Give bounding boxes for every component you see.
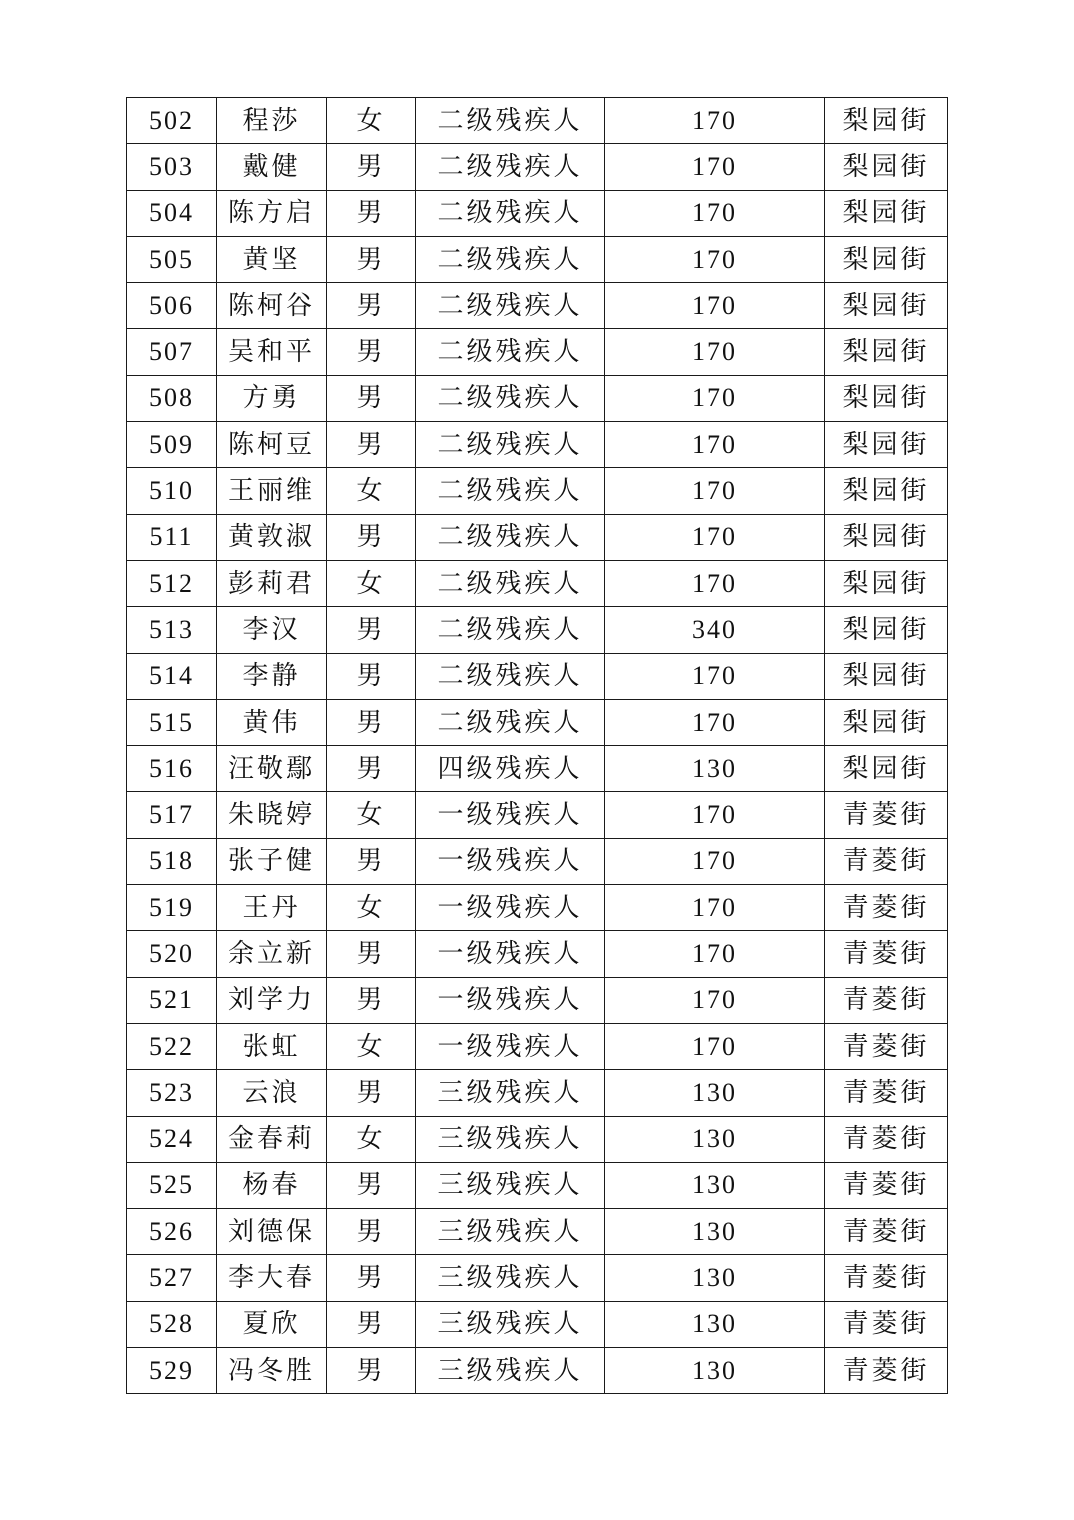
person-name: 云浪 bbox=[217, 1070, 327, 1116]
person-name: 黄伟 bbox=[217, 699, 327, 745]
row-number: 519 bbox=[127, 885, 217, 931]
gender: 男 bbox=[327, 1162, 416, 1208]
subsidy-amount: 170 bbox=[605, 838, 825, 884]
subsidy-amount: 170 bbox=[605, 283, 825, 329]
subsidy-amount: 170 bbox=[605, 422, 825, 468]
street: 青菱街 bbox=[825, 1301, 948, 1347]
street: 梨园街 bbox=[825, 422, 948, 468]
disability-level: 二级残疾人 bbox=[416, 236, 605, 282]
gender: 男 bbox=[327, 375, 416, 421]
street: 青菱街 bbox=[825, 1023, 948, 1069]
table-row bbox=[127, 514, 948, 560]
person-name: 王丽维 bbox=[217, 468, 327, 514]
gender: 女 bbox=[327, 885, 416, 931]
street: 梨园街 bbox=[825, 653, 948, 699]
person-name: 戴健 bbox=[217, 144, 327, 190]
person-name: 黄敦淑 bbox=[217, 514, 327, 560]
person-name: 刘德保 bbox=[217, 1209, 327, 1255]
person-name: 张子健 bbox=[217, 838, 327, 884]
subsidy-amount: 170 bbox=[605, 375, 825, 421]
subsidy-amount: 340 bbox=[605, 607, 825, 653]
subsidy-amount: 170 bbox=[605, 977, 825, 1023]
disability-level: 二级残疾人 bbox=[416, 560, 605, 606]
subsidy-amount: 170 bbox=[605, 699, 825, 745]
gender: 男 bbox=[327, 607, 416, 653]
disability-level: 二级残疾人 bbox=[416, 422, 605, 468]
person-name: 李静 bbox=[217, 653, 327, 699]
subsidy-amount: 130 bbox=[605, 1301, 825, 1347]
gender: 女 bbox=[327, 1023, 416, 1069]
disability-level: 一级残疾人 bbox=[416, 792, 605, 838]
subsidy-amount: 130 bbox=[605, 746, 825, 792]
disability-level: 二级残疾人 bbox=[416, 98, 605, 144]
row-number: 518 bbox=[127, 838, 217, 884]
subsidy-amount: 130 bbox=[605, 1348, 825, 1394]
row-number: 514 bbox=[127, 653, 217, 699]
table-row bbox=[127, 792, 948, 838]
person-name: 陈柯谷 bbox=[217, 283, 327, 329]
table-row bbox=[127, 236, 948, 282]
person-name: 余立新 bbox=[217, 931, 327, 977]
subsidy-amount: 170 bbox=[605, 1023, 825, 1069]
row-number: 517 bbox=[127, 792, 217, 838]
row-number: 507 bbox=[127, 329, 217, 375]
row-number: 522 bbox=[127, 1023, 217, 1069]
row-number: 528 bbox=[127, 1301, 217, 1347]
gender: 男 bbox=[327, 977, 416, 1023]
person-name: 方勇 bbox=[217, 375, 327, 421]
street: 梨园街 bbox=[825, 236, 948, 282]
person-name: 张虹 bbox=[217, 1023, 327, 1069]
row-number: 513 bbox=[127, 607, 217, 653]
gender: 男 bbox=[327, 422, 416, 468]
person-name: 刘学力 bbox=[217, 977, 327, 1023]
row-number: 505 bbox=[127, 236, 217, 282]
disability-level: 三级残疾人 bbox=[416, 1301, 605, 1347]
disability-level: 二级残疾人 bbox=[416, 375, 605, 421]
table-row bbox=[127, 144, 948, 190]
street: 梨园街 bbox=[825, 98, 948, 144]
street: 青菱街 bbox=[825, 1348, 948, 1394]
street: 青菱街 bbox=[825, 838, 948, 884]
gender: 女 bbox=[327, 468, 416, 514]
person-name: 杨春 bbox=[217, 1162, 327, 1208]
table-row bbox=[127, 375, 948, 421]
subsidy-amount: 170 bbox=[605, 792, 825, 838]
street: 梨园街 bbox=[825, 699, 948, 745]
gender: 男 bbox=[327, 838, 416, 884]
table-row bbox=[127, 1301, 948, 1347]
subsidy-amount: 170 bbox=[605, 653, 825, 699]
disability-level: 一级残疾人 bbox=[416, 977, 605, 1023]
disability-level: 二级残疾人 bbox=[416, 653, 605, 699]
table-row bbox=[127, 1209, 948, 1255]
subsidy-amount: 170 bbox=[605, 560, 825, 606]
roster-body bbox=[127, 98, 948, 1394]
person-name: 陈柯豆 bbox=[217, 422, 327, 468]
street: 青菱街 bbox=[825, 885, 948, 931]
disability-level: 三级残疾人 bbox=[416, 1070, 605, 1116]
table-row bbox=[127, 977, 948, 1023]
table-row bbox=[127, 329, 948, 375]
street: 青菱街 bbox=[825, 1070, 948, 1116]
disability-level: 二级残疾人 bbox=[416, 190, 605, 236]
street: 梨园街 bbox=[825, 375, 948, 421]
row-number: 520 bbox=[127, 931, 217, 977]
table-row bbox=[127, 1070, 948, 1116]
table-row bbox=[127, 1116, 948, 1162]
gender: 男 bbox=[327, 653, 416, 699]
person-name: 程莎 bbox=[217, 98, 327, 144]
person-name: 王丹 bbox=[217, 885, 327, 931]
row-number: 511 bbox=[127, 514, 217, 560]
subsidy-amount: 170 bbox=[605, 885, 825, 931]
subsidy-amount: 170 bbox=[605, 236, 825, 282]
table-row bbox=[127, 1162, 948, 1208]
gender: 男 bbox=[327, 283, 416, 329]
subsidy-amount: 170 bbox=[605, 931, 825, 977]
table-row bbox=[127, 607, 948, 653]
disability-level: 一级残疾人 bbox=[416, 931, 605, 977]
subsidy-amount: 130 bbox=[605, 1209, 825, 1255]
gender: 男 bbox=[327, 931, 416, 977]
person-name: 冯冬胜 bbox=[217, 1348, 327, 1394]
table-row bbox=[127, 653, 948, 699]
person-name: 李大春 bbox=[217, 1255, 327, 1301]
disability-level: 三级残疾人 bbox=[416, 1348, 605, 1394]
gender: 男 bbox=[327, 1348, 416, 1394]
subsidy-amount: 130 bbox=[605, 1255, 825, 1301]
person-name: 汪敬鄢 bbox=[217, 746, 327, 792]
disability-level: 三级残疾人 bbox=[416, 1162, 605, 1208]
table-row bbox=[127, 468, 948, 514]
disability-level: 四级残疾人 bbox=[416, 746, 605, 792]
street: 青菱街 bbox=[825, 1255, 948, 1301]
person-name: 夏欣 bbox=[217, 1301, 327, 1347]
person-name: 陈方启 bbox=[217, 190, 327, 236]
row-number: 521 bbox=[127, 977, 217, 1023]
row-number: 524 bbox=[127, 1116, 217, 1162]
person-name: 彭莉君 bbox=[217, 560, 327, 606]
subsidy-amount: 170 bbox=[605, 329, 825, 375]
table-row bbox=[127, 838, 948, 884]
table-row bbox=[127, 1348, 948, 1394]
gender: 男 bbox=[327, 1255, 416, 1301]
row-number: 506 bbox=[127, 283, 217, 329]
street: 青菱街 bbox=[825, 1162, 948, 1208]
subsidy-amount: 170 bbox=[605, 514, 825, 560]
table-row bbox=[127, 885, 948, 931]
street: 梨园街 bbox=[825, 144, 948, 190]
street: 青菱街 bbox=[825, 1209, 948, 1255]
row-number: 523 bbox=[127, 1070, 217, 1116]
subsidy-amount: 170 bbox=[605, 144, 825, 190]
gender: 女 bbox=[327, 792, 416, 838]
street: 梨园街 bbox=[825, 560, 948, 606]
gender: 女 bbox=[327, 560, 416, 606]
street: 青菱街 bbox=[825, 1116, 948, 1162]
subsidy-roster-table bbox=[126, 97, 948, 1394]
disability-level: 二级残疾人 bbox=[416, 283, 605, 329]
person-name: 金春莉 bbox=[217, 1116, 327, 1162]
table-row bbox=[127, 283, 948, 329]
row-number: 510 bbox=[127, 468, 217, 514]
street: 青菱街 bbox=[825, 792, 948, 838]
disability-level: 二级残疾人 bbox=[416, 699, 605, 745]
person-name: 黄坚 bbox=[217, 236, 327, 282]
row-number: 503 bbox=[127, 144, 217, 190]
table-row bbox=[127, 422, 948, 468]
gender: 男 bbox=[327, 236, 416, 282]
street: 梨园街 bbox=[825, 607, 948, 653]
disability-level: 二级残疾人 bbox=[416, 144, 605, 190]
row-number: 527 bbox=[127, 1255, 217, 1301]
table-row bbox=[127, 190, 948, 236]
disability-level: 三级残疾人 bbox=[416, 1116, 605, 1162]
row-number: 526 bbox=[127, 1209, 217, 1255]
table-row bbox=[127, 98, 948, 144]
row-number: 504 bbox=[127, 190, 217, 236]
table-row bbox=[127, 746, 948, 792]
disability-level: 二级残疾人 bbox=[416, 607, 605, 653]
street: 青菱街 bbox=[825, 931, 948, 977]
gender: 男 bbox=[327, 190, 416, 236]
row-number: 509 bbox=[127, 422, 217, 468]
subsidy-amount: 170 bbox=[605, 190, 825, 236]
street: 梨园街 bbox=[825, 514, 948, 560]
gender: 男 bbox=[327, 1301, 416, 1347]
disability-level: 一级残疾人 bbox=[416, 838, 605, 884]
row-number: 502 bbox=[127, 98, 217, 144]
row-number: 512 bbox=[127, 560, 217, 606]
gender: 男 bbox=[327, 1209, 416, 1255]
table-row bbox=[127, 1023, 948, 1069]
disability-level: 二级残疾人 bbox=[416, 468, 605, 514]
row-number: 508 bbox=[127, 375, 217, 421]
street: 梨园街 bbox=[825, 329, 948, 375]
street: 梨园街 bbox=[825, 746, 948, 792]
disability-level: 二级残疾人 bbox=[416, 329, 605, 375]
gender: 男 bbox=[327, 699, 416, 745]
subsidy-amount: 130 bbox=[605, 1162, 825, 1208]
table-row bbox=[127, 1255, 948, 1301]
row-number: 525 bbox=[127, 1162, 217, 1208]
street: 青菱街 bbox=[825, 977, 948, 1023]
gender: 女 bbox=[327, 1116, 416, 1162]
gender: 男 bbox=[327, 144, 416, 190]
disability-level: 一级残疾人 bbox=[416, 1023, 605, 1069]
subsidy-amount: 170 bbox=[605, 468, 825, 514]
street: 梨园街 bbox=[825, 283, 948, 329]
street: 梨园街 bbox=[825, 190, 948, 236]
table-row bbox=[127, 931, 948, 977]
table-row bbox=[127, 560, 948, 606]
person-name: 吴和平 bbox=[217, 329, 327, 375]
gender: 男 bbox=[327, 1070, 416, 1116]
disability-level: 二级残疾人 bbox=[416, 514, 605, 560]
disability-level: 三级残疾人 bbox=[416, 1255, 605, 1301]
street: 梨园街 bbox=[825, 468, 948, 514]
gender: 女 bbox=[327, 98, 416, 144]
person-name: 李汉 bbox=[217, 607, 327, 653]
table-row bbox=[127, 699, 948, 745]
subsidy-amount: 130 bbox=[605, 1070, 825, 1116]
row-number: 529 bbox=[127, 1348, 217, 1394]
gender: 男 bbox=[327, 329, 416, 375]
subsidy-amount: 170 bbox=[605, 98, 825, 144]
row-number: 515 bbox=[127, 699, 217, 745]
disability-level: 一级残疾人 bbox=[416, 885, 605, 931]
subsidy-amount: 130 bbox=[605, 1116, 825, 1162]
gender: 男 bbox=[327, 746, 416, 792]
person-name: 朱晓婷 bbox=[217, 792, 327, 838]
row-number: 516 bbox=[127, 746, 217, 792]
gender: 男 bbox=[327, 514, 416, 560]
disability-level: 三级残疾人 bbox=[416, 1209, 605, 1255]
